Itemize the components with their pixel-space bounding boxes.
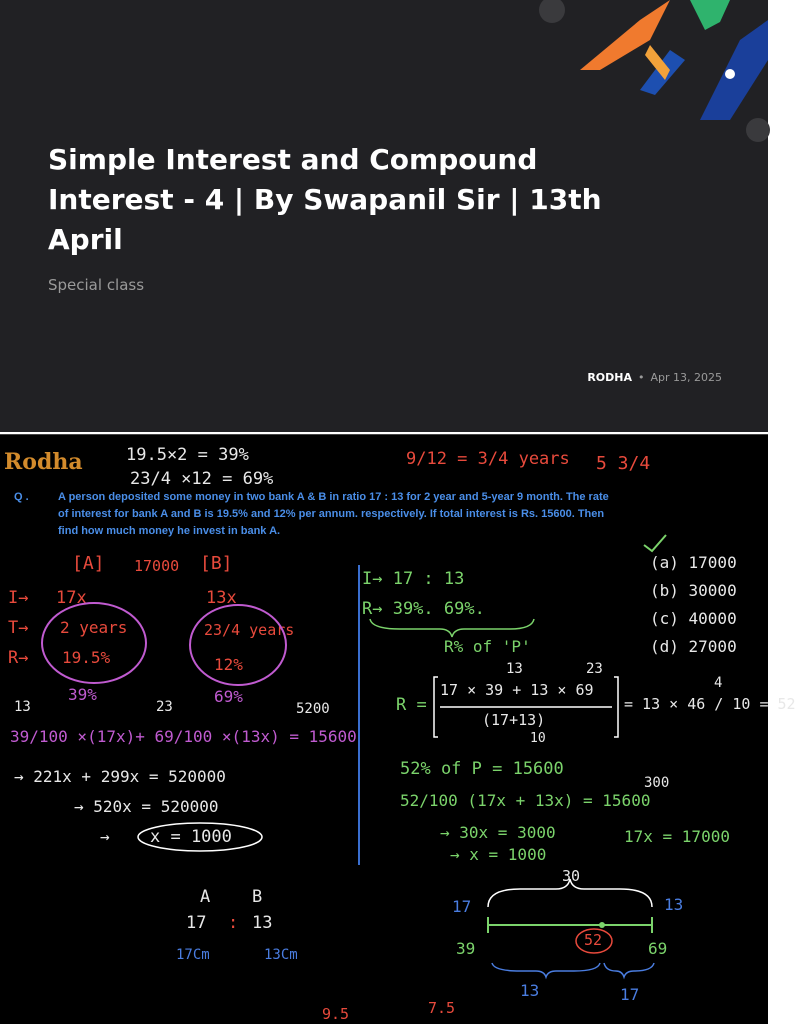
row-i-a: 17x (56, 588, 87, 608)
value-69: 69 (648, 939, 668, 958)
equation-4-arrow: → (100, 827, 110, 846)
lecture-header-card (0, 0, 768, 432)
final-answer: x = 1000 (150, 827, 232, 847)
row-r-b: 12% (214, 655, 243, 674)
interest-line-3: → 30x = 3000 (440, 823, 556, 842)
brand-name[interactable]: RODHA (587, 371, 632, 384)
r-equation-prefix: R = (396, 695, 427, 715)
label-b: B (252, 887, 263, 907)
pct-b: 69% (214, 687, 243, 706)
diff-17: 17 (620, 985, 640, 1004)
rhs-4: 4 (714, 675, 723, 691)
green-brace (360, 615, 540, 639)
label-a: [A] (72, 553, 105, 574)
right-13: 13 (664, 895, 684, 914)
board-divider (358, 565, 360, 865)
label-b: [B] (200, 553, 233, 574)
r-equation-denominator: (17+13) (482, 711, 546, 729)
cm-13: 13Cm (264, 947, 298, 963)
label-300: 300 (644, 775, 670, 791)
value-39: 39 (456, 939, 476, 958)
left-17: 17 (452, 897, 472, 916)
r-of-p-label: R% of 'P' (444, 637, 531, 656)
ratio-row: I→ 17 : 13 (362, 569, 465, 589)
interest-line-2: 52/100 (17x + 13x) = 15600 (400, 791, 651, 810)
equation-1: 39/100 ×(17x)+ 69/100 ×(13x) = 15600 (10, 727, 357, 746)
bottom-7-5: 7.5 (428, 999, 456, 1017)
interest-line-5: 17x = 17000 (624, 827, 730, 846)
interest-line-1: 52% of P = 15600 (400, 759, 564, 779)
ratio-13: 13 (252, 913, 273, 933)
arrow-note: 17000 (134, 557, 180, 575)
question-label: Q . (14, 491, 29, 503)
top-mixed-number: 5 3/4 (596, 453, 651, 474)
ratio-colon: : (228, 913, 239, 933)
row-t-a: 2 years (60, 618, 128, 637)
interest-line-4: → x = 1000 (450, 845, 547, 864)
top-calc-2: 23/4 ×12 = 69% (130, 469, 274, 489)
option-a: (a) 17000 (650, 553, 737, 572)
label-23: 23 (156, 699, 173, 715)
diff-13: 13 (520, 981, 540, 1000)
ratio-17: 17 (186, 913, 207, 933)
author-date-line (587, 371, 722, 384)
row-t-b: 23/4 years (204, 621, 295, 639)
whiteboard-slide-1 (0, 434, 796, 868)
equation-3: → 520x = 520000 (74, 797, 219, 816)
row-r-a: 19.5% (62, 648, 111, 667)
page-title: Simple Interest and Compound Interest - 4 | By Swapanil Sir | 13th April (48, 143, 602, 256)
equation-2: → 221x + 299x = 520000 (14, 767, 226, 786)
question-text: A person deposited some money in two bank A & B in ratio 17 : 13 for 2 year and 5-year 9 month. The rate of interest for bank A and B is 19.5% and 12% per annum. respectively. If total interest is Rs. 15600. Then find how much money he invest in bank A. (58, 491, 609, 537)
whiteboard-slide-2 (0, 867, 768, 1024)
class-type-label: Special class (48, 276, 145, 294)
separator-dot: • (637, 371, 645, 384)
publish-date: Apr 13, 2025 (650, 371, 722, 384)
bottom-9-5: 9.5 (322, 1005, 350, 1023)
big-13: 13 (506, 661, 523, 677)
brace-top-30: 30 (562, 867, 581, 885)
option-d: (d) 27000 (650, 637, 737, 656)
row-r-label: R→ (8, 648, 29, 668)
label-5200: 5200 (296, 701, 330, 717)
decorative-shapes-icon (520, 0, 768, 160)
rate-row: R→ 39%. 69%. (362, 599, 485, 619)
label-13: 13 (14, 699, 31, 715)
top-fraction: 9/12 = 3/4 years (406, 449, 570, 469)
cm-17: 17Cm (176, 947, 210, 963)
checkmark-icon (640, 531, 670, 555)
big-23: 23 (586, 661, 603, 677)
row-i-label: I→ (8, 588, 29, 608)
row-i-b: 13x (206, 588, 237, 608)
option-b: (b) 30000 (650, 581, 737, 600)
row-t-label: T→ (8, 618, 29, 638)
value-52: 52 (584, 931, 603, 949)
den-10: 10 (530, 731, 546, 746)
rodha-logo: Rodha (4, 449, 83, 475)
r-equation-numerator: 17 × 39 + 13 × 69 (440, 681, 594, 699)
option-c: (c) 40000 (650, 609, 737, 628)
top-calc-1: 19.5×2 = 39% (126, 445, 249, 465)
r-equation-rhs: = 13 × 46 / 10 = 52 (624, 695, 796, 713)
pct-a: 39% (68, 685, 97, 704)
label-a: A (200, 887, 211, 907)
